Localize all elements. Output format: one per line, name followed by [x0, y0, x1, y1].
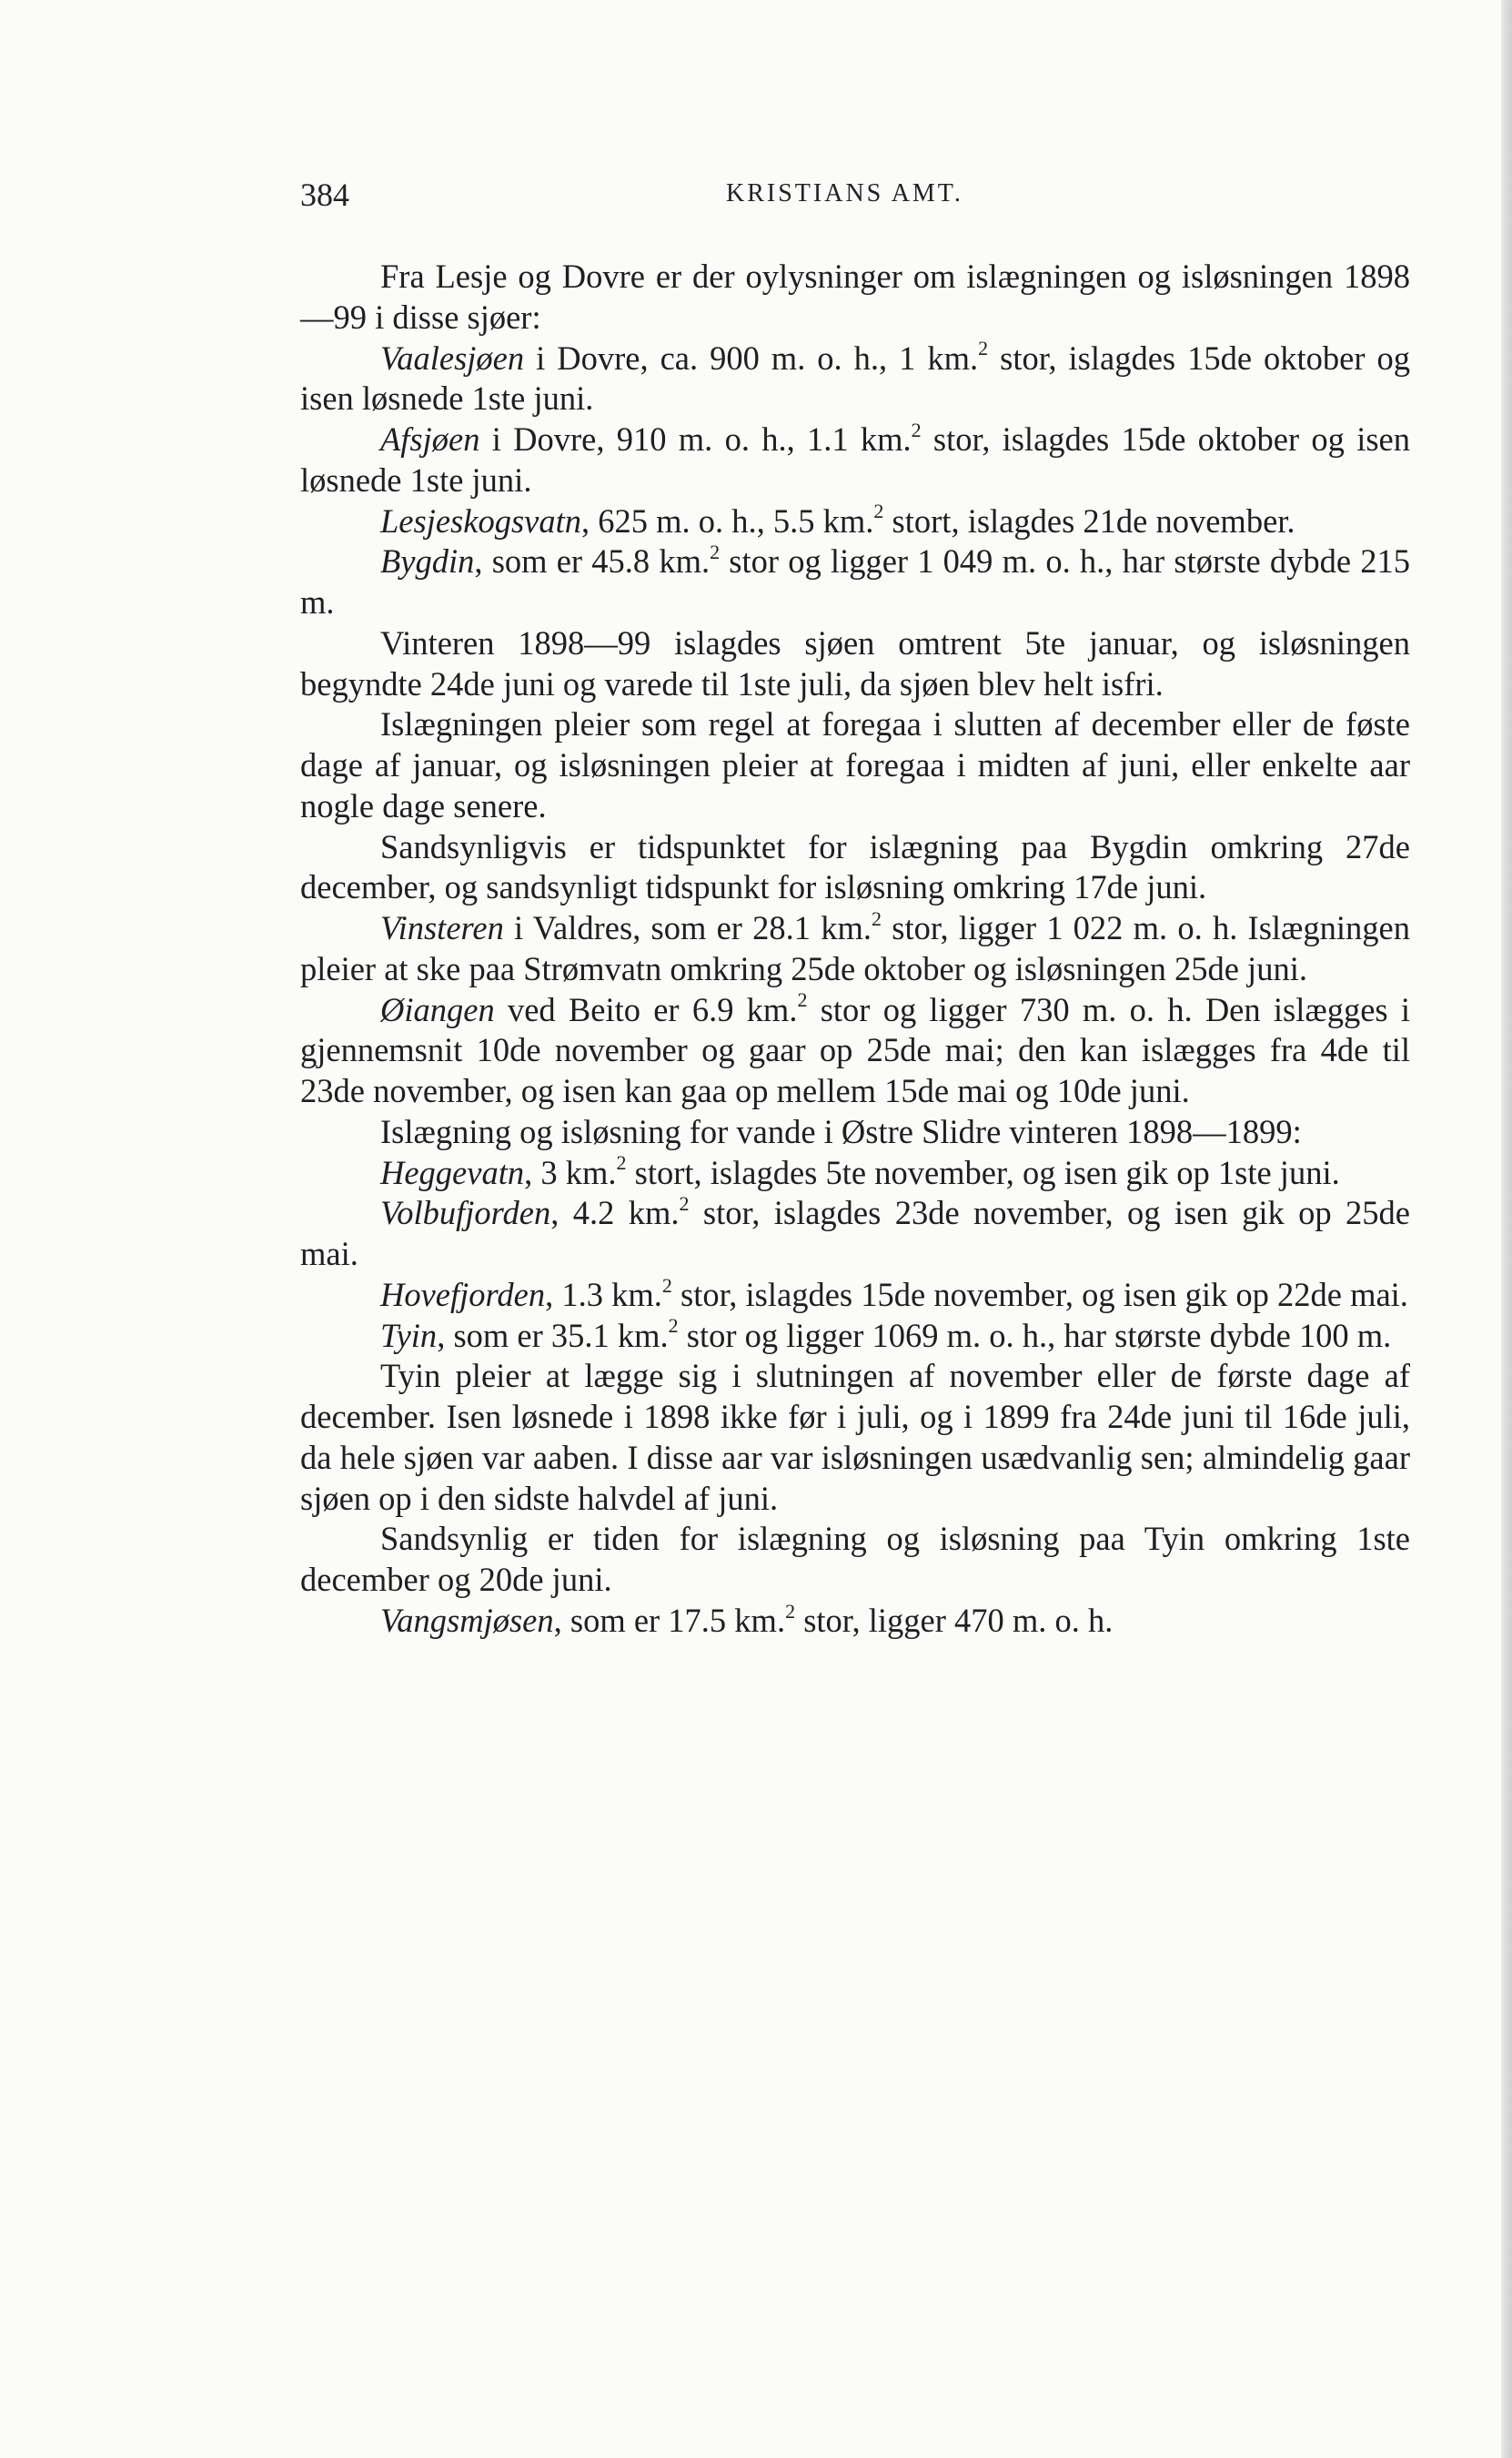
- scan-edge: [1501, 0, 1512, 2458]
- paragraph-bygdin: Bygdin, som er 45.8 km.$^2$ stor og ligger 1 049 m. o. h., har største dybde 215 m.: [300, 541, 1410, 621]
- paragraph-oiangen: Øiangen ved Beito er 6.9 km.$^2$ stor og ligger 730 m. o. h. Den islægges i gjennemsnit 10de november og gaar op 25de mai; den kan islægges fra 4de til 23de november, og isen kan gaa op mellem 15de mai og 10de juni.: [300, 988, 1410, 1109]
- lake-name: Bygdin: [380, 542, 475, 581]
- lake-name: Vinsteren: [380, 909, 504, 946]
- paragraph-ostre-slidre: Islægning og isløsning for vande i Østre Slidre vinteren 1898—1899:: [380, 1112, 1302, 1150]
- paragraph-volbufjorden: Volbufjorden, 4.2 km.$^2$ stor, islagdes 23de november, og isen gik op 25de mai.: [300, 1192, 1410, 1272]
- lake-name: Vangsmjøsen: [380, 1601, 554, 1639]
- lake-name: Vaalesjøen: [380, 339, 525, 377]
- paragraph-tyin-pleier: Tyin pleier at lægge sig i slutningen af november eller de første dage af december. Isen løsnede i 1898 ikke før i juli, og i 1899 fra 24de juni til 16de juli, da hele sjøen var aaben. I disse aar var isløsningen usædvanlig sen; almindelig gaar sjøen op i den sidste halvdel af juni.: [300, 1357, 1410, 1517]
- paragraph-heggevatn: Heggevatn, 3 km.$^2$ stort, islagdes 5te november, og isen gik op 1ste juni.: [380, 1151, 1340, 1191]
- paragraph-tyin-sandsynlig: Sandsynlig er tiden for islægning og isløsning paa Tyin omkring 1ste december og 20de juni.: [300, 1520, 1410, 1598]
- paragraph-sandsynligvis: Sandsynligvis er tidspunktet for islægning paa Bygdin omkring 27de december, og sandsynligt tidspunkt for isløsning omkring 17de juni.: [300, 827, 1410, 906]
- paragraph-tyin: Tyin, som er 35.1 km.$^2$ stor og ligger 1069 m. o. h., har største dybde 100 m.: [380, 1314, 1392, 1354]
- lake-name: Hovefjorden: [380, 1275, 546, 1313]
- paragraph-hovefjorden: Hovefjorden, 1.3 km.$^2$ stor, islagdes 15de november, og isen gik op 22de mai.: [380, 1273, 1408, 1313]
- page-header: [300, 176, 1410, 221]
- lake-name: Afsjøen: [380, 420, 480, 458]
- paragraph-intro: Fra Lesje og Dovre er der oylysninger om islægningen og isløsningen 1898—99 i disse sjøer:: [300, 258, 1410, 336]
- paragraph-vinteren: Vinteren 1898—99 islagdes sjøen omtrent 5te januar, og isløsningen begyndte 24de juni og varede til 1ste juli, da sjøen blev helt isfri.: [300, 623, 1410, 703]
- paragraph-vangsmjosen: Vangsmjøsen, som er 17.5 km.$^2$ stor, ligger 470 m. o. h.: [380, 1599, 1114, 1639]
- paragraph-vaalesjoen: Vaalesjøen i Dovre, ca. 900 m. o. h., 1 km.$^2$ stor, islagdes 15de oktober og isen løsnede 1ste juni.: [300, 337, 1410, 418]
- paragraph-vinsteren: Vinsteren i Valdres, som er 28.1 km.$^2$ stor, ligger 1 022 m. o. h. Islægningen pleier at ske paa Strømvatn omkring 25de oktober og isløsningen 25de juni.: [300, 906, 1410, 987]
- paragraph-lesjeskogsvatn: Lesjeskogsvatn, 625 m. o. h., 5.5 km.$^2$ stort, islagdes 21de november.: [380, 500, 1295, 540]
- paragraph-afsjoen: Afsjøen i Dovre, 910 m. o. h., 1.1 km.$^2$ stor, islagdes 15de oktober og isen løsnede 1ste juni.: [300, 418, 1410, 499]
- running-title: KRISTIANS AMT.: [726, 179, 963, 207]
- page-number: 384: [300, 177, 349, 213]
- lake-name: Lesjeskogsvatn: [380, 501, 581, 540]
- lake-name: Tyin: [380, 1316, 438, 1354]
- lake-name: Heggevatn: [380, 1153, 525, 1191]
- paragraph-islaegningen-regel: Islægningen pleier som regel at foregaa i slutten af december eller de føste dage af januar, og isløsningen pleier at foregaa i midten af juni, eller enkelte aar nogle dage senere.: [300, 705, 1410, 824]
- body-text: [300, 257, 1410, 1642]
- lake-name: Volbufjorden: [380, 1194, 551, 1232]
- lake-name: Øiangen: [380, 990, 495, 1028]
